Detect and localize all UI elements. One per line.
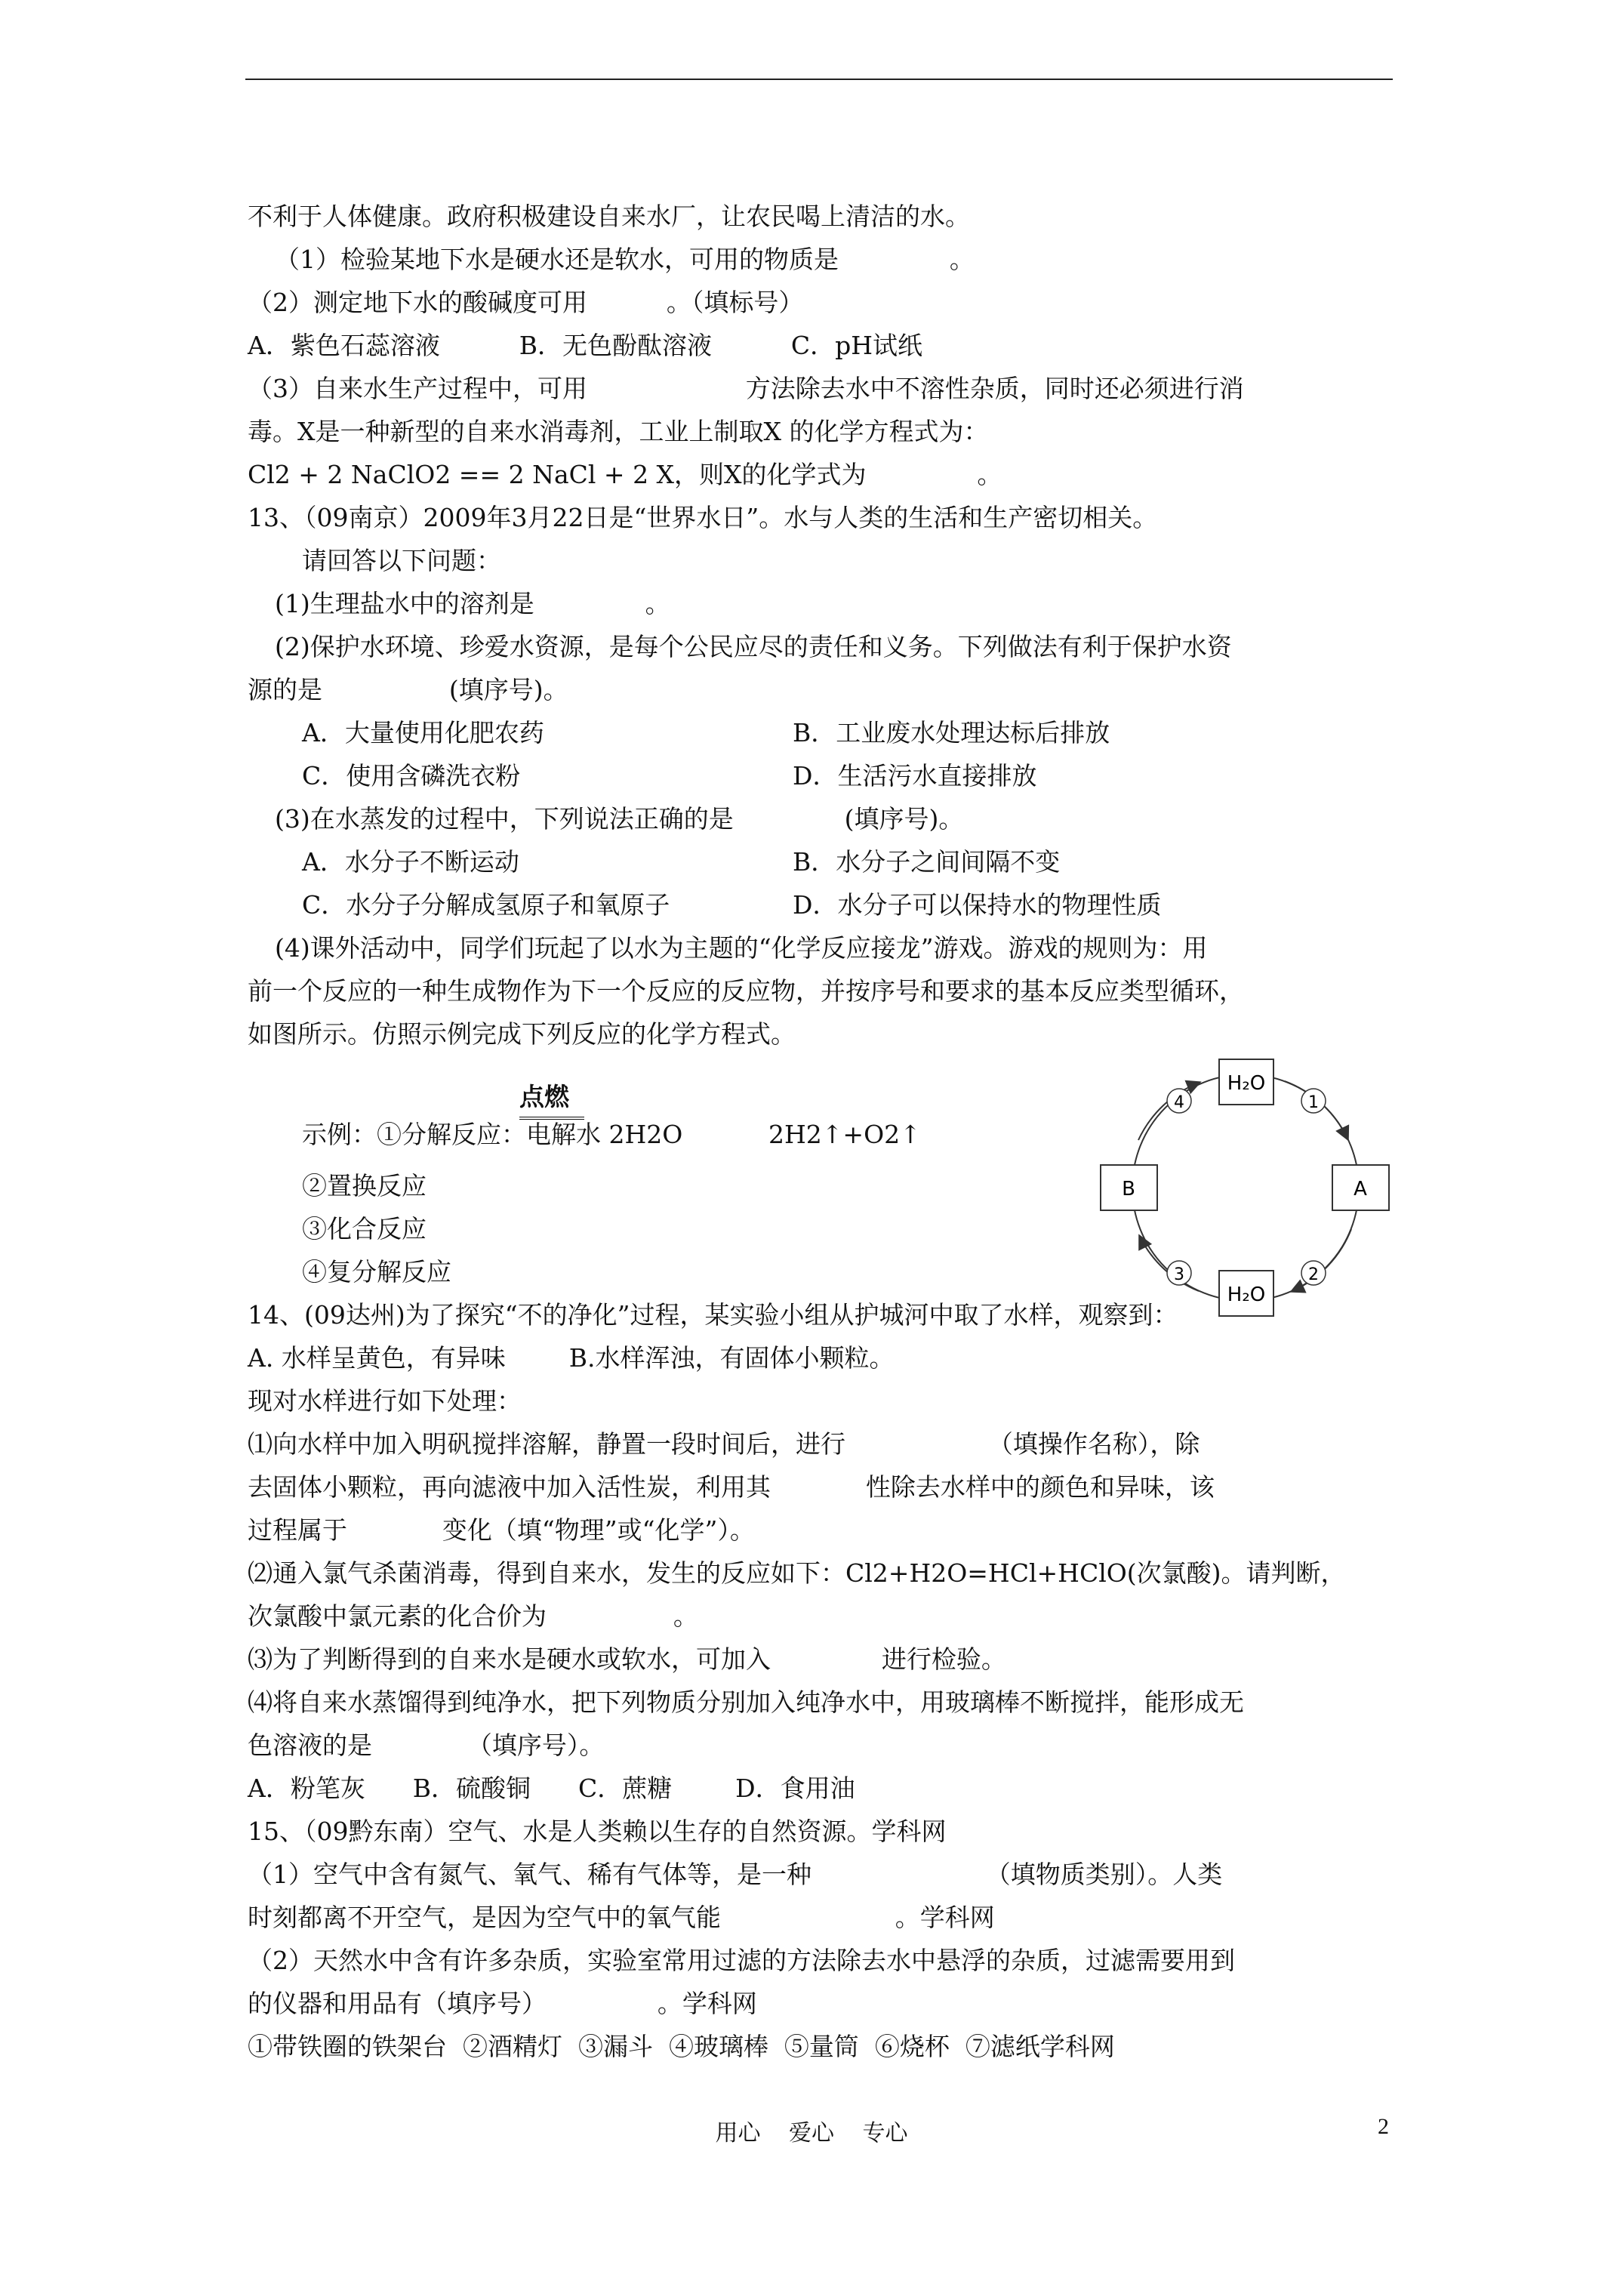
q15-line-3: 时刻都离不开空气，是因为空气中的氧气能 。学科网 [248, 1903, 995, 1932]
q13-4-line-1: (4)课外活动中，同学们玩起了以水为主题的“化学反应接龙”游戏。游戏的规则为：用 [275, 933, 1208, 963]
q14-line-4: ⑴向水样中加入明矾搅拌溶解，静置一段时间后，进行 （填操作名称），除 [248, 1429, 1200, 1459]
box-left-label: B [1122, 1178, 1135, 1200]
q13-3-option-c: C．水分子分解成氢原子和氧原子 [302, 890, 670, 920]
question-14 [248, 1293, 1395, 1810]
box-right-label: A [1354, 1178, 1367, 1200]
intro-line-9: 请回答以下问题： [302, 546, 501, 575]
cycle-circle [1132, 1074, 1359, 1301]
q14-line-8: 次氯酸中氯元素的化合价为 。 [248, 1601, 698, 1631]
intro-line-4: A．紫色石蕊溶液 B．无色酚酞溶液 C．pH试纸 [248, 331, 923, 360]
q13-2-option-a: A．大量使用化肥农药 [302, 718, 544, 747]
intro-line-1: 不利于人体健康。政府积极建设自来水厂，让农民喝上清洁的水。 [248, 202, 970, 231]
q14-line-12: A．粉笔灰 B．硫酸铜 C．蔗糖 D．食用油 [248, 1774, 855, 1803]
q14-line-10: ⑷将自来水蒸馏得到纯净水，把下列物质分别加入纯净水中，用玻璃棒不断搅拌，能形成无 [248, 1687, 1244, 1717]
q13-2-option-row-2 [248, 754, 1395, 797]
q13-4-line-2: 前一个反应的一种生成物作为下一个反应的反应物，并按序号和要求的基本反应类型循环， [248, 976, 1244, 1006]
footer-word-3: 专心 [862, 2120, 908, 2147]
page-number: 2 [1378, 2114, 1389, 2139]
reaction-3: ③化合反应 [302, 1214, 427, 1244]
reaction-2: ②置换反应 [302, 1171, 427, 1200]
q13-2-option-b: B．工业废水处理达标后排放 [793, 718, 1110, 747]
question-15 [248, 1810, 1395, 2068]
footer-word-1: 用心 [715, 2120, 761, 2147]
q15-line-2: （1）空气中含有氮气、氧气、稀有气体等，是一种 （填物质类别）。人类 [248, 1860, 1223, 1889]
q14-line-3: 现对水样进行如下处理： [248, 1386, 522, 1416]
intro-line-3: （2）测定地下水的酸碱度可用 。（填标号） [248, 288, 804, 317]
intro-line-12: 源的是 (填序号)。 [248, 675, 568, 704]
intro-line-8: 13、（09南京）2009年3月22日是“世界水日”。水与人类的生活和生产密切相关。 [248, 503, 1158, 532]
intro-line-5: （3）自来水生产过程中，可用 方法除去水中不溶性杂质，同时还必须进行消 [248, 374, 1244, 403]
intro-line-6: 毒。X是一种新型的自来水消毒剂，工业上制取X 的化学方程式为： [248, 417, 989, 446]
q15-line-6: ①带铁圈的铁架台 ②酒精灯 ③漏斗 ④玻璃棒 ⑤量筒 ⑥烧杯 ⑦滤纸学科网 [248, 2032, 1115, 2061]
example-text: 示例：①分解反应：电解水 2H2O [302, 1120, 683, 1149]
q13-3-option-d: D．水分子可以保持水的物理性质 [793, 890, 1162, 920]
intro-line-11: (2)保护水环境、珍爱水资源，是每个公民应尽的责任和义务。下列做法有利于保护水资 [275, 632, 1232, 661]
q15-line-5: 的仪器和用品有（填序号） 。学科网 [248, 1989, 757, 2018]
reaction-4: ④复分解反应 [302, 1257, 451, 1287]
q13-3-option-b: B．水分子之间间隔不变 [793, 847, 1061, 877]
footer-word-2: 爱心 [789, 2120, 834, 2147]
intro-line-10: (1)生理盐水中的溶剂是 。 [275, 589, 670, 618]
step-3-label: 3 [1174, 1265, 1184, 1284]
q13-2-option-row-1 [248, 711, 1395, 754]
box-bottom-label: H₂O [1227, 1284, 1266, 1306]
q13-2-option-c: C．使用含磷洗衣粉 [302, 761, 521, 791]
intro-line-7: Cl2 + 2 NaClO2 == 2 NaCl + 2 X，则X的化学式为 。 [248, 460, 1002, 489]
reaction-cycle-diagram [1087, 1056, 1404, 1320]
q14-line-2: A. 水样呈黄色，有异味 B.水样浑浊，有固体小颗粒。 [248, 1343, 895, 1373]
q14-line-5: 去固体小颗粒，再向滤液中加入活性炭，利用其 性除去水样中的颜色和异味，该 [248, 1472, 1215, 1502]
step-4-label: 4 [1174, 1093, 1184, 1112]
q15-line-1: 15、（09黔东南）空气、水是人类赖以生存的自然资源。学科网 [248, 1817, 947, 1846]
q13-4-line-3: 如图所示。仿照示例完成下列反应的化学方程式。 [248, 1019, 796, 1049]
box-top-label: H₂O [1227, 1072, 1266, 1095]
q14-line-7: ⑵通入氯气杀菌消毒，得到自来水，发生的反应如下：Cl2+H2O=HCl+HClO(次氯酸)。请判断， [248, 1558, 1346, 1588]
q14-line-9: ⑶为了判断得到的自来水是硬水或软水，可加入 进行检验。 [248, 1644, 1006, 1674]
reaction-condition: 点燃 [519, 1075, 569, 1118]
q13-3-question: (3)在水蒸发的过程中，下列说法正确的是 (填序号)。 [275, 804, 964, 834]
q14-line-11: 色溶液的是 （填序号）。 [248, 1730, 605, 1760]
q13-3-option-a: A．水分子不断运动 [302, 847, 519, 877]
step-1-label: 1 [1308, 1093, 1319, 1112]
example-product: 2H2↑+O2↑ [768, 1120, 921, 1149]
header-rule [245, 79, 1393, 80]
q15-line-4: （2）天然水中含有许多杂质，实验室常用过滤的方法除去水中悬浮的杂质，过滤需要用到 [248, 1946, 1235, 1975]
q13-3-option-row-2 [248, 883, 1395, 926]
q13-3-option-row-1 [248, 840, 1395, 883]
intro-line-2: （1）检验某地下水是硬水还是软水，可用的物质是 。 [275, 245, 975, 274]
q13-2-option-d: D．生活污水直接排放 [793, 761, 1037, 791]
q14-line-1: 14、(09达州)为了探究“不的净化”过程，某实验小组从护城河中取了水样，观察到： [248, 1300, 1178, 1330]
q14-line-6: 过程属于 变化（填“物理”或“化学”）。 [248, 1515, 755, 1545]
intro-lines [248, 195, 1395, 711]
step-2-label: 2 [1308, 1265, 1319, 1284]
